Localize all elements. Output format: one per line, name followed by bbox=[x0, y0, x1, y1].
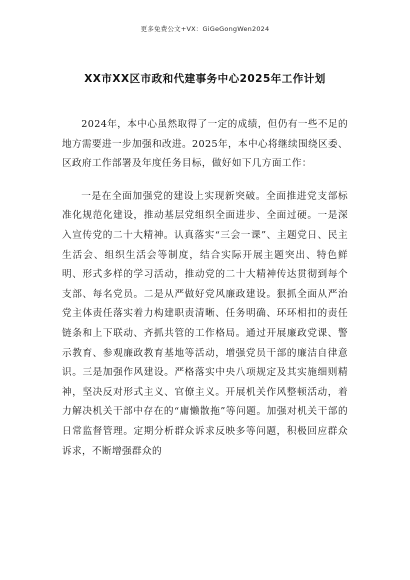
header-note: 更多免费公文+VX：GiGeGongWen2024 bbox=[140, 25, 270, 33]
paragraph-party-building: 一是在全面加强党的建设上实现新突破。全面推进党支部标准化规范化建设，推动基层党组织全面进步、全面过硬。一是深入宣传党的二十大精神。认真落实“三会一课”、主题党日、民主生活会、组织生活会等制度，结合实际开展主题突出、特色鲜明、形式多样的学习活动，推动党的二十大精神传达贯彻到每个支部、每名党员。二是从严做好党风廉政建设。狠抓全面从严治党主体责任落实着力构建职责清晰、任务明确、环环相扣的责任链条和上下联动、齐抓共管的工作格局。通过开展廉政党课、警示教育、参观廉政教育基地等活动，增强党员干部的廉洁自律意识。三是加强作风建设。严格落实中央八项规定及其实施细则精神，坚决反对形式主义、官僚主义。开展机关作风整顿活动，着力解决机关干部中存在的“庸懒散拖”等问题。加强对机关干部的日常监督管理。定期分析群众诉求反映多等问题，积极回应群众诉求，不断增强群众的 bbox=[62, 190, 348, 457]
document-title: XX市XX区市政和代建事务中心2025年工作计划 bbox=[84, 73, 326, 85]
paragraph-intro: 2024年，本中心虽然取得了一定的成绩，但仍有一些不足的地方需要进一步加强和改进。2025年，本中心将继续围绕区委、区政府工作部署及年度任务目标，做好如下几方面工作： bbox=[62, 119, 348, 170]
document-body bbox=[62, 115, 348, 474]
